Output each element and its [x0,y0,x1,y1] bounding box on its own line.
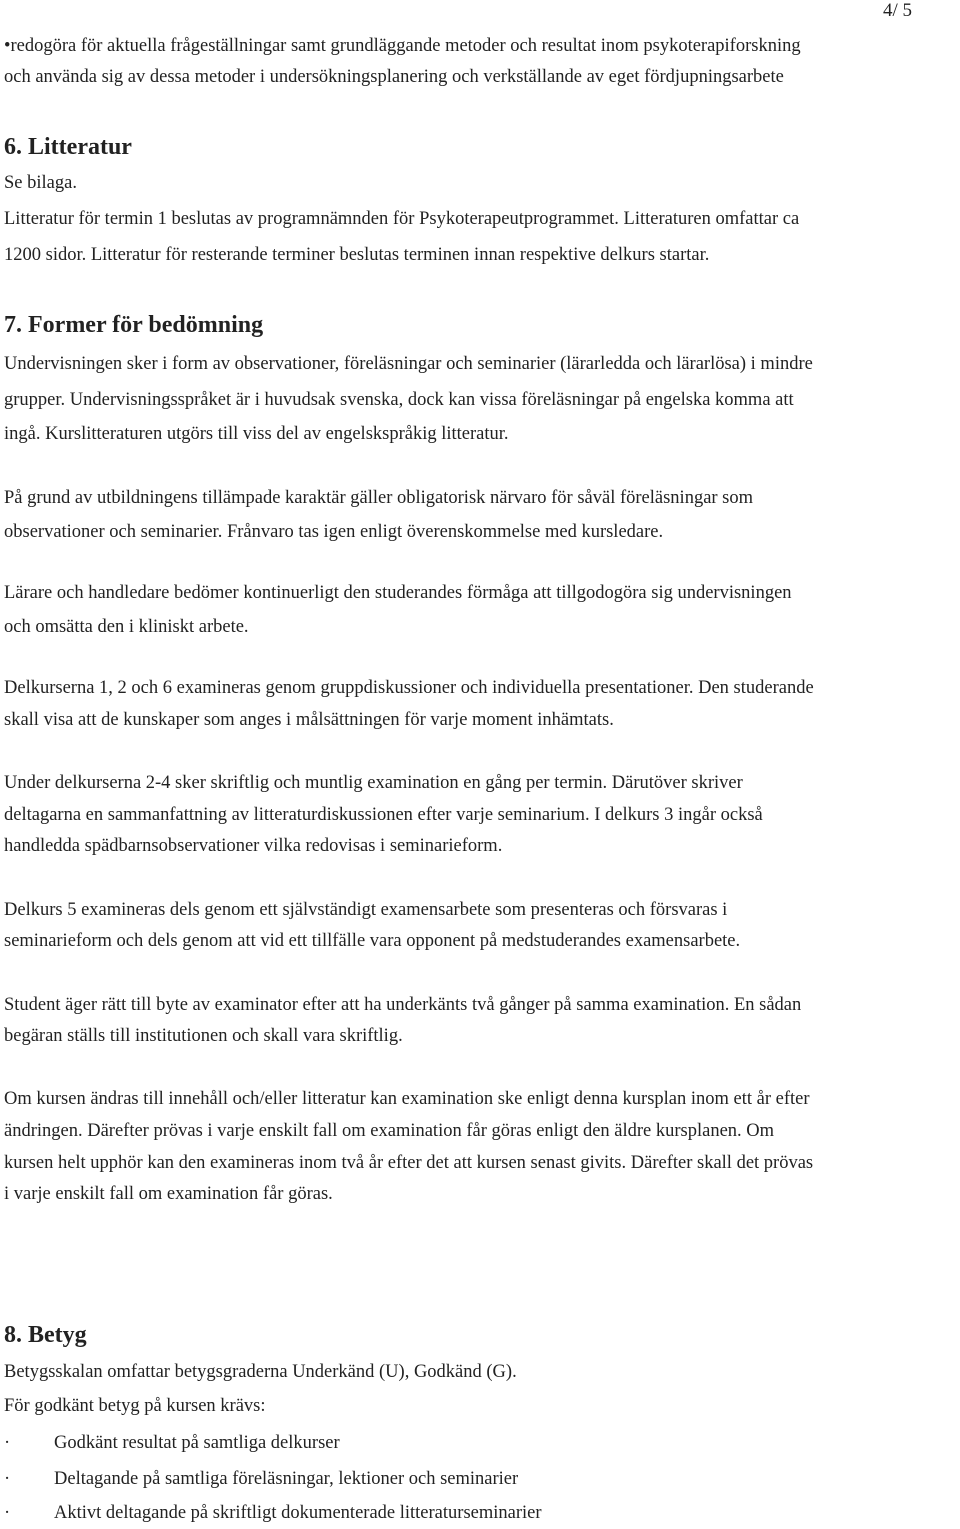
text-line: skall visa att de kunskaper som anges i målsättningen för varje moment inhämtats. [4,710,614,730]
text-line: Student äger rätt till byte av examinator efter att ha underkänts två gånger på samma examination. En sådan [4,995,802,1015]
bullet-item [4,30,801,62]
text-line: Se bilaga. [4,173,77,193]
section-heading-grades: 8. Betyg [4,1322,87,1348]
section-heading-assessment: 7. Former för bedömning [4,312,264,338]
text-line: och omsätta den i kliniskt arbete. [4,617,249,637]
requirement-item [4,1497,542,1529]
text-line: Delkurserna 1, 2 och 6 examineras genom gruppdiskussioner och individuella presentationer. Den studerande [4,678,814,698]
text-line: seminarieform och dels genom att vid ett tillfälle vara opponent på medstuderandes examensarbete. [4,931,741,951]
requirement-item [4,1427,340,1459]
list-marker: · [4,1469,11,1489]
text-line: grupper. Undervisningsspråket är i huvudsak svenska, dock kan vissa föreläsningar på engelska komma att [4,390,794,410]
text-line: För godkänt betyg på kursen krävs: [4,1396,266,1416]
text-line: Betygsskalan omfattar betygsgraderna Underkänd (U), Godkänd (G). [4,1362,517,1382]
text-line: kursen helt upphör kan den examineras inom två år efter det att kursen senast givits. Därefter skall det prövas [4,1153,814,1173]
text-line: På grund av utbildningens tillämpade karaktär gäller obligatorisk närvaro för såväl föreläsningar som [4,488,754,508]
list-marker: · [4,1433,11,1453]
bullet-marker: • [4,36,11,56]
requirement-text: Godkänt resultat på samtliga delkurser [54,1433,340,1453]
requirement-item [4,1463,518,1495]
requirement-text: Aktivt deltagande på skriftligt dokumenterade litteraturseminarier [54,1503,542,1523]
text-line: observationer och seminarier. Frånvaro tas igen enligt överenskommelse med kursledare. [4,522,664,542]
text-line: Lärare och handledare bedömer kontinuerligt den studerandes förmåga att tillgodogöra sig undervisningen [4,583,792,603]
bullet-line: och använda sig av dessa metoder i undersökningsplanering och verkställande av eget fördjupningsarbete [4,67,784,87]
text-line: deltagarna en sammanfattning av litteraturdiskussionen efter varje seminarium. I delkurs 3 ingår också [4,805,763,825]
text-line: 1200 sidor. Litteratur för resterande terminer beslutas terminen innan respektive delkurs startar. [4,245,710,265]
text-line: ändringen. Därefter prövas i varje enskilt fall om examination får göras enligt den äldre kursplanen. Om [4,1121,775,1141]
text-line: Under delkurserna 2-4 sker skriftlig och muntlig examination en gång per termin. Därutöver skriver [4,773,743,793]
text-line: Om kursen ändras till innehåll och/eller litteratur kan examination ske enligt denna kursplan inom ett år efter [4,1089,810,1109]
section-heading-literature: 6. Litteratur [4,134,132,160]
text-line: handledda spädbarnsobservationer vilka redovisas i seminarieform. [4,836,503,856]
text-line: ingå. Kurslitteraturen utgörs till viss del av engelskspråkig litteratur. [4,424,509,444]
text-line: Delkurs 5 examineras dels genom ett självständigt examensarbete som presenteras och försvaras i [4,900,728,920]
page-number: 4/ 5 [882,0,912,21]
text-line: i varje enskilt fall om examination får göras. [4,1184,333,1204]
bullet-line: redogöra för aktuella frågeställningar samt grundläggande metoder och resultat inom psykoterapiforskning [10,36,801,56]
requirement-text: Deltagande på samtliga föreläsningar, lektioner och seminarier [54,1469,519,1489]
text-line: begäran ställs till institutionen och skall vara skriftlig. [4,1026,403,1046]
text-line: Litteratur för termin 1 beslutas av programnämnden för Psykoterapeutprogrammet. Litteraturen omfattar ca [4,209,800,229]
list-marker: · [4,1503,11,1523]
text-line: Undervisningen sker i form av observationer, föreläsningar och seminarier (lärarledda och lärarlösa) i mindre [4,354,813,374]
